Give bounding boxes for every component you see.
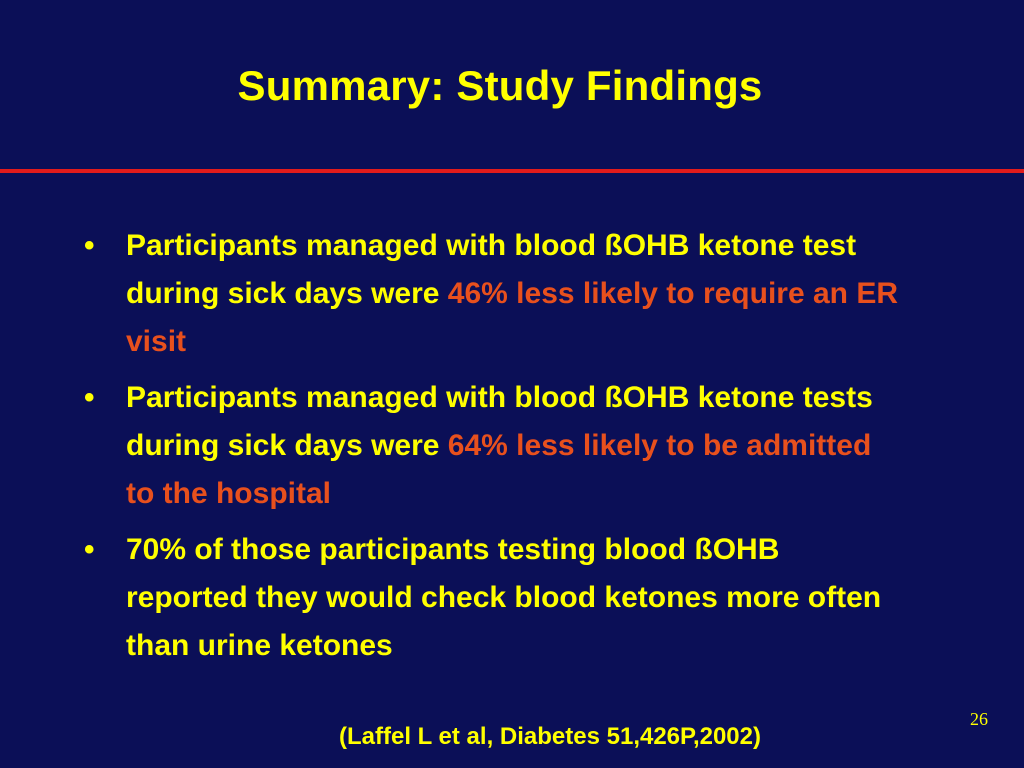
bullet-text: Participants managed with blood ßOHB ketone test during sick days were — [126, 229, 857, 310]
bullet-icon: • — [84, 533, 95, 566]
bullet-text: 70% of those participants testing blood ßOHB reported they would check blood ketones more often than urine ketones — [126, 533, 882, 662]
page-number: 26 — [970, 709, 988, 729]
slide-title: Summary: Study Findings — [237, 62, 763, 109]
bullet-icon: • — [84, 381, 95, 414]
citation: (Laffel L et al, Diabetes 51,426P,2002) — [338, 723, 761, 750]
title-divider — [0, 169, 1024, 173]
bullet-icon: • — [84, 229, 95, 262]
bullet-item — [84, 526, 904, 670]
bullet-text: Participants managed with blood ßOHB ketone tests during sick days were — [126, 381, 873, 462]
bullet-item — [84, 222, 904, 366]
bullet-highlight: 64% less likely to be admitted to the hospital — [126, 429, 872, 510]
bullet-list — [84, 222, 904, 678]
bullet-item — [84, 374, 904, 518]
bullet-highlight: 46% less likely to require an ER visit — [126, 277, 899, 358]
